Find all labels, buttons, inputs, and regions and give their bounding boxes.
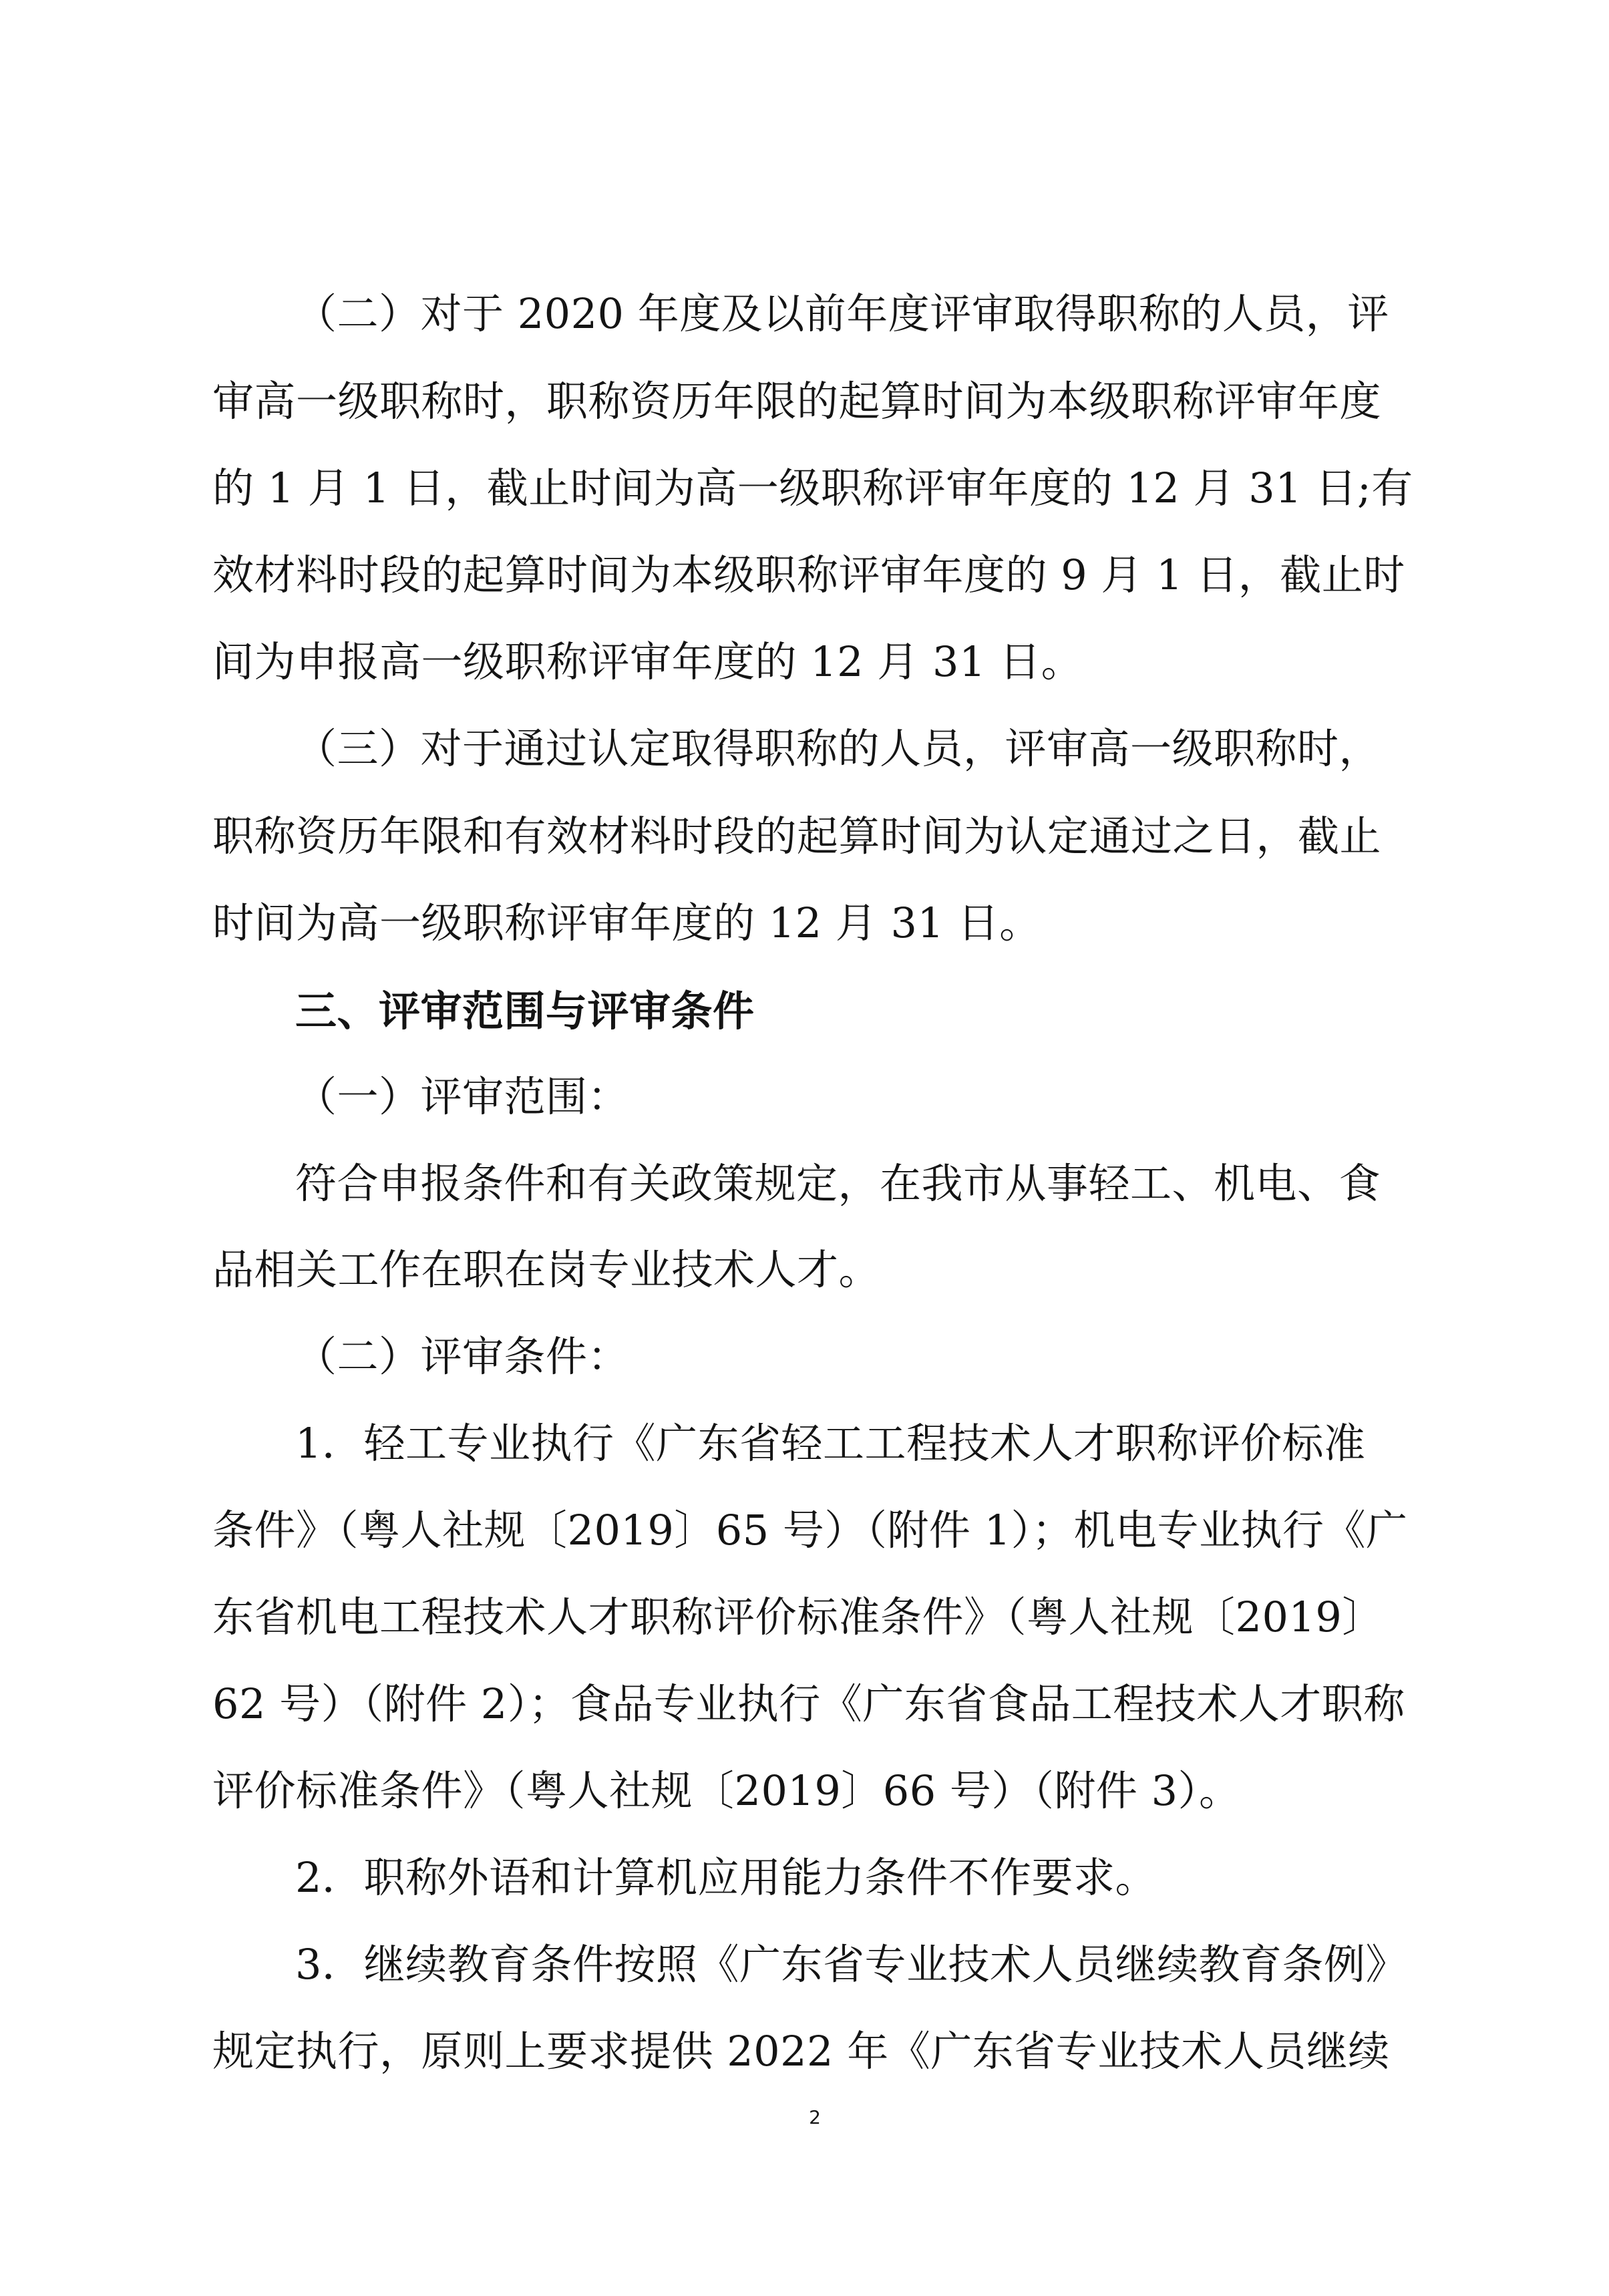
page-number: 2 [809,2106,821,2128]
section-heading: 三、评审范围与评审条件 [295,987,755,1035]
paragraph-line: 的 1 月 1 日，截止时间为高一级职称评审年度的 12 月 31 日;有 [212,464,1413,512]
paragraph-line: 1．轻工专业执行《广东省轻工工程技术人才职称评价标准 [295,1419,1366,1468]
paragraph-line: （二）对于 2020 年度及以前年度评审取得职称的人员，评 [295,289,1389,338]
paragraph-line: 间为申报高一级职称评审年度的 12 月 31 日。 [212,637,1083,686]
paragraph-line: 2．职称外语和计算机应用能力条件不作要求。 [295,1853,1157,1902]
paragraph-line: 符合申报条件和有关政策规定，在我市从事轻工、机电、食 [295,1159,1381,1208]
paragraph-line: 东省机电工程技术人才职称评价标准条件》（粤人社规〔2019〕 [212,1593,1384,1641]
paragraph-line: 评价标准条件》（粤人社规〔2019〕66 号）（附件 3）。 [212,1766,1241,1815]
paragraph-line: 条件》（粤人社规〔2019〕65 号）（附件 1）；机电专业执行《广 [212,1506,1408,1554]
paragraph-line: （三）对于通过认定取得职称的人员，评审高一级职称时， [295,724,1381,773]
paragraph-line: 审高一级职称时，职称资历年限的起算时间为本级职称评审年度 [212,377,1382,426]
paragraph-line: 3．继续教育条件按照《广东省专业技术人员继续教育条例》 [295,1940,1407,1989]
subsection-heading: （一）评审范围： [295,1072,630,1121]
paragraph-line: 品相关工作在职在岗专业技术人才。 [212,1245,881,1294]
paragraph-line: 职称资历年限和有效材料时段的起算时间为认定通过之日，截止 [212,812,1382,860]
paragraph-line: 规定执行，原则上要求提供 2022 年《广东省专业技术人员继续 [212,2027,1390,2076]
subsection-heading: （二）评审条件： [295,1332,630,1381]
paragraph-line: 效材料时段的起算时间为本级职称评审年度的 9 月 1 日，截止时 [212,550,1405,599]
paragraph-line: 时间为高一级职称评审年度的 12 月 31 日。 [212,898,1041,947]
paragraph-line: 62 号）（附件 2）；食品专业执行《广东省食品工程技术人才职称 [212,1679,1405,1728]
